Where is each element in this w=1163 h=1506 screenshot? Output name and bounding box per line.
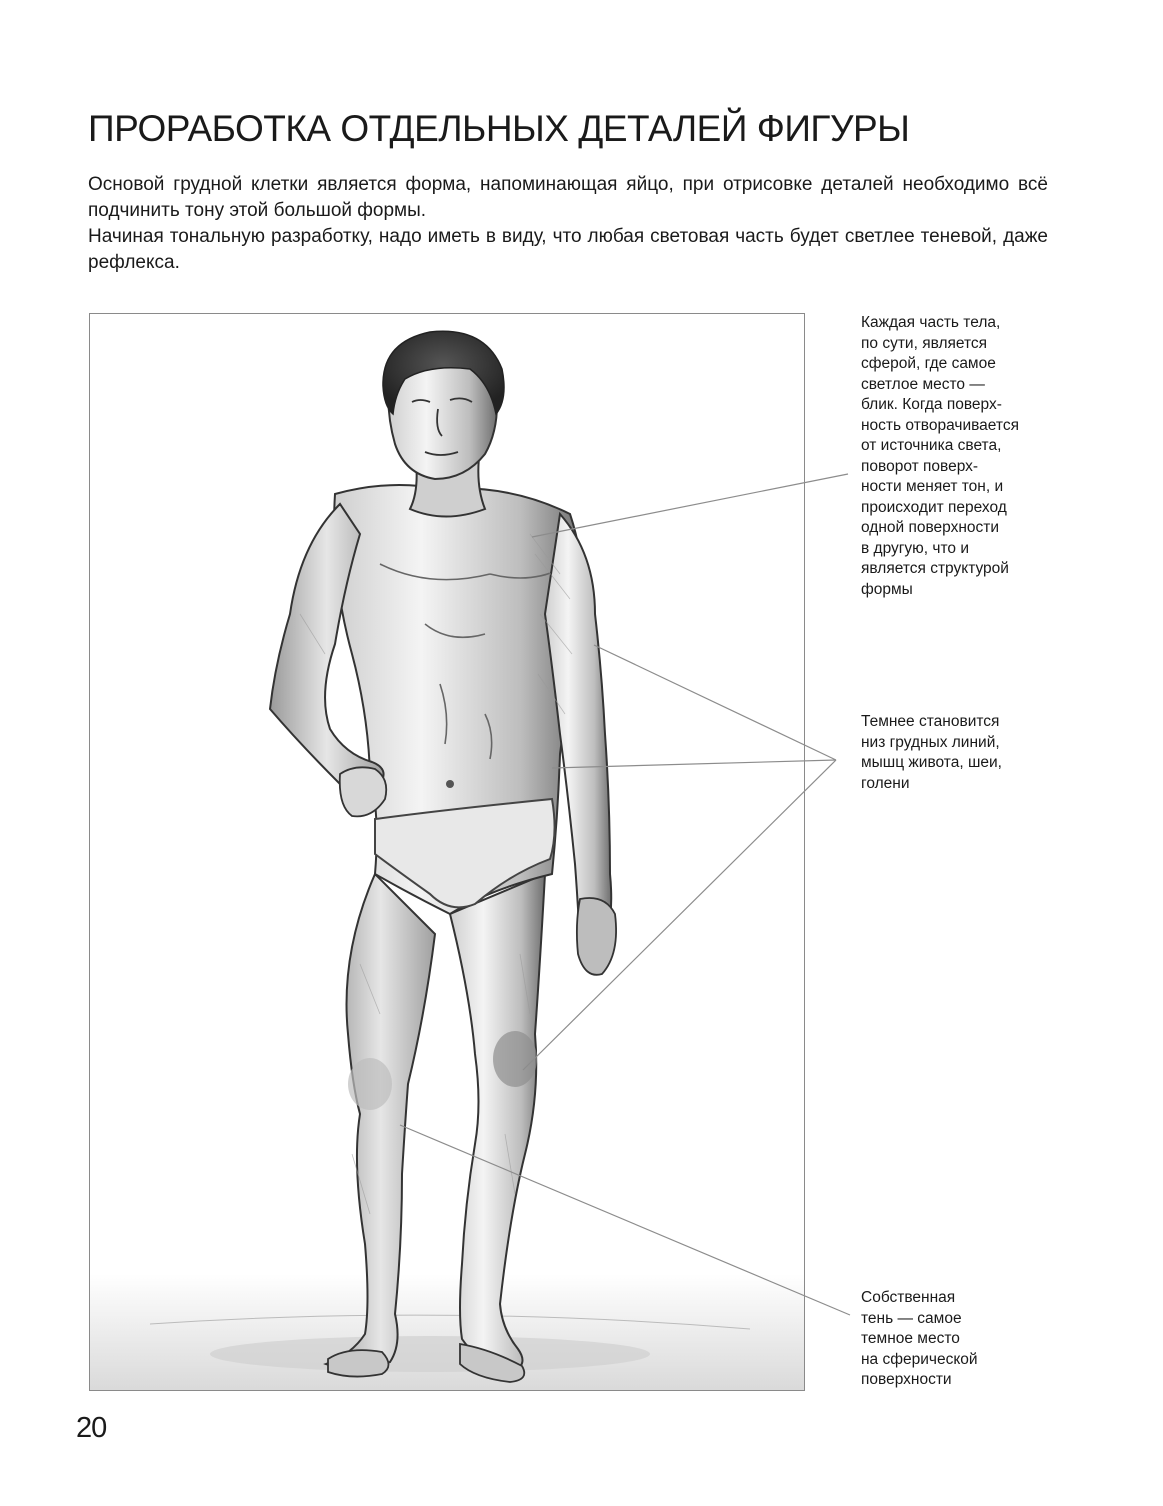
intro-text <box>88 172 1048 276</box>
callout-sphere-form: Каждая часть тела, по сути, является сферой, где самое светлое место — блик. Когда поверх- ность отворачивается от источника света, поворот поверх- ности меняет тон, и происходит переход одной поверхности в другую, что и является структурой формы <box>861 314 1019 598</box>
intro-paragraph: Начиная тональную разработку, надо иметь в виду, что любая световая часть будет светлее теневой, даже рефлекса. <box>88 226 1048 273</box>
figure-sketch <box>90 314 805 1391</box>
right-knee <box>493 1031 537 1087</box>
callout-darker-areas: Темнее становится низ грудных линий, мышц живота, шеи, голени <box>861 713 1002 792</box>
figure-drawing-frame <box>89 313 805 1391</box>
page-title: ПРОРАБОТКА ОТДЕЛЬНЫХ ДЕТАЛЕЙ ФИГУРЫ <box>88 108 910 149</box>
navel <box>446 780 454 788</box>
callout-own-shadow: Собственная тень — самое темное место на сферической поверхности <box>861 1289 978 1388</box>
left-foot <box>328 1350 389 1376</box>
left-knee <box>348 1058 392 1110</box>
intro-paragraph: Основой грудной клетки является форма, напоминающая яйцо, при отрисовке деталей необходимо всё подчинить тону этой большой формы. <box>88 174 1048 221</box>
floor-shading <box>90 1274 805 1391</box>
foot-shadow <box>210 1336 650 1372</box>
right-hand <box>577 898 616 975</box>
page-number: 20 <box>76 1412 107 1444</box>
